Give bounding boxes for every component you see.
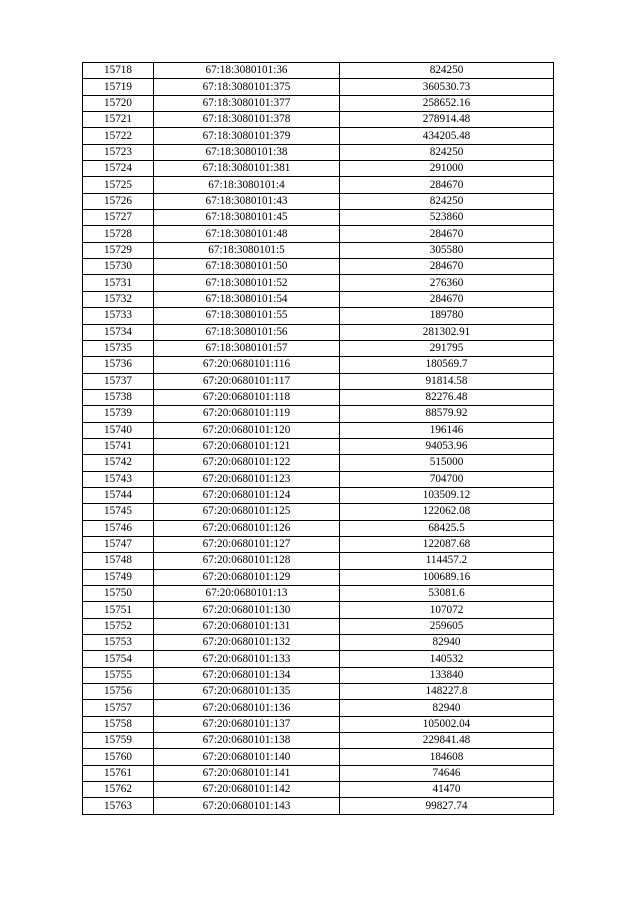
cadastral-number-cell: 67:20:0680101:130: [154, 602, 340, 618]
row-number-cell: 15731: [83, 275, 154, 291]
row-number-cell: 15756: [83, 684, 154, 700]
row-number-cell: 15727: [83, 210, 154, 226]
table-row: [83, 586, 554, 602]
cadastral-number-cell: 67:18:3080101:379: [154, 128, 340, 144]
table-row: [83, 144, 554, 160]
table-row: [83, 324, 554, 340]
value-cell: 284670: [340, 259, 554, 275]
row-number-cell: 15755: [83, 667, 154, 683]
table-row: [83, 226, 554, 242]
cadastral-number-cell: 67:20:0680101:121: [154, 438, 340, 454]
row-number-cell: 15739: [83, 406, 154, 422]
cadastral-number-cell: 67:20:0680101:131: [154, 618, 340, 634]
row-number-cell: 15747: [83, 536, 154, 552]
table-row: [83, 716, 554, 732]
row-number-cell: 15759: [83, 733, 154, 749]
cadastral-number-cell: 67:20:0680101:127: [154, 536, 340, 552]
table-row: [83, 112, 554, 128]
cadastral-number-cell: 67:20:0680101:120: [154, 422, 340, 438]
value-cell: 100689.16: [340, 569, 554, 585]
value-cell: 107072: [340, 602, 554, 618]
cadastral-number-cell: 67:18:3080101:378: [154, 112, 340, 128]
value-cell: 133840: [340, 667, 554, 683]
row-number-cell: 15751: [83, 602, 154, 618]
row-number-cell: 15722: [83, 128, 154, 144]
row-number-cell: 15724: [83, 161, 154, 177]
row-number-cell: 15750: [83, 586, 154, 602]
cadastral-number-cell: 67:20:0680101:133: [154, 651, 340, 667]
table-row: [83, 765, 554, 781]
cadastral-number-cell: 67:20:0680101:140: [154, 749, 340, 765]
row-number-cell: 15745: [83, 504, 154, 520]
value-cell: 515000: [340, 455, 554, 471]
value-cell: 41470: [340, 782, 554, 798]
row-number-cell: 15730: [83, 259, 154, 275]
value-cell: 91814.58: [340, 373, 554, 389]
table-row: [83, 177, 554, 193]
value-cell: 291795: [340, 340, 554, 356]
value-cell: 704700: [340, 471, 554, 487]
value-cell: 68425.5: [340, 520, 554, 536]
cadastral-number-cell: 67:20:0680101:117: [154, 373, 340, 389]
table-row: [83, 651, 554, 667]
data-table: [82, 62, 554, 815]
row-number-cell: 15754: [83, 651, 154, 667]
row-number-cell: 15761: [83, 765, 154, 781]
table-row: [83, 291, 554, 307]
cadastral-number-cell: 67:18:3080101:38: [154, 144, 340, 160]
row-number-cell: 15743: [83, 471, 154, 487]
value-cell: 140532: [340, 651, 554, 667]
value-cell: 88579.92: [340, 406, 554, 422]
cadastral-number-cell: 67:20:0680101:138: [154, 733, 340, 749]
row-number-cell: 15741: [83, 438, 154, 454]
value-cell: 278914.48: [340, 112, 554, 128]
table-row: [83, 471, 554, 487]
cadastral-number-cell: 67:18:3080101:56: [154, 324, 340, 340]
table-row: [83, 242, 554, 258]
table-row: [83, 618, 554, 634]
value-cell: 122087.68: [340, 536, 554, 552]
value-cell: 99827.74: [340, 798, 554, 814]
row-number-cell: 15720: [83, 95, 154, 111]
table-row: [83, 504, 554, 520]
table-row: [83, 161, 554, 177]
value-cell: 276360: [340, 275, 554, 291]
cadastral-number-cell: 67:20:0680101:13: [154, 586, 340, 602]
cadastral-number-cell: 67:18:3080101:54: [154, 291, 340, 307]
cadastral-number-cell: 67:18:3080101:5: [154, 242, 340, 258]
table-row: [83, 422, 554, 438]
row-number-cell: 15744: [83, 487, 154, 503]
value-cell: 284670: [340, 177, 554, 193]
value-cell: 82940: [340, 700, 554, 716]
value-cell: 523860: [340, 210, 554, 226]
row-number-cell: 15723: [83, 144, 154, 160]
table-row: [83, 79, 554, 95]
cadastral-number-cell: 67:18:3080101:43: [154, 193, 340, 209]
row-number-cell: 15728: [83, 226, 154, 242]
cadastral-number-cell: 67:20:0680101:128: [154, 553, 340, 569]
table-row: [83, 602, 554, 618]
table-row: [83, 63, 554, 79]
value-cell: 189780: [340, 308, 554, 324]
value-cell: 184608: [340, 749, 554, 765]
table-row: [83, 128, 554, 144]
cadastral-number-cell: 67:20:0680101:129: [154, 569, 340, 585]
cadastral-number-cell: 67:18:3080101:52: [154, 275, 340, 291]
value-cell: 284670: [340, 226, 554, 242]
table-row: [83, 798, 554, 814]
table-row: [83, 406, 554, 422]
value-cell: 229841.48: [340, 733, 554, 749]
cadastral-number-cell: 67:20:0680101:119: [154, 406, 340, 422]
row-number-cell: 15737: [83, 373, 154, 389]
table-row: [83, 487, 554, 503]
cadastral-number-cell: 67:18:3080101:50: [154, 259, 340, 275]
row-number-cell: 15732: [83, 291, 154, 307]
cadastral-number-cell: 67:18:3080101:36: [154, 63, 340, 79]
value-cell: 94053.96: [340, 438, 554, 454]
row-number-cell: 15735: [83, 340, 154, 356]
table-row: [83, 536, 554, 552]
table-row: [83, 259, 554, 275]
row-number-cell: 15749: [83, 569, 154, 585]
value-cell: 284670: [340, 291, 554, 307]
table-row: [83, 520, 554, 536]
value-cell: 122062.08: [340, 504, 554, 520]
cadastral-number-cell: 67:20:0680101:118: [154, 389, 340, 405]
row-number-cell: 15760: [83, 749, 154, 765]
row-number-cell: 15752: [83, 618, 154, 634]
value-cell: 305580: [340, 242, 554, 258]
value-cell: 74646: [340, 765, 554, 781]
cadastral-number-cell: 67:20:0680101:122: [154, 455, 340, 471]
table-row: [83, 210, 554, 226]
row-number-cell: 15726: [83, 193, 154, 209]
table-row: [83, 340, 554, 356]
value-cell: 82276.48: [340, 389, 554, 405]
table-row: [83, 553, 554, 569]
row-number-cell: 15748: [83, 553, 154, 569]
cadastral-number-cell: 67:20:0680101:143: [154, 798, 340, 814]
value-cell: 258652.16: [340, 95, 554, 111]
table-row: [83, 193, 554, 209]
row-number-cell: 15746: [83, 520, 154, 536]
cadastral-number-cell: 67:20:0680101:132: [154, 635, 340, 651]
table-row: [83, 569, 554, 585]
value-cell: 434205.48: [340, 128, 554, 144]
row-number-cell: 15738: [83, 389, 154, 405]
cadastral-number-cell: 67:18:3080101:55: [154, 308, 340, 324]
value-cell: 82940: [340, 635, 554, 651]
row-number-cell: 15733: [83, 308, 154, 324]
cadastral-number-cell: 67:18:3080101:48: [154, 226, 340, 242]
value-cell: 824250: [340, 63, 554, 79]
cadastral-number-cell: 67:20:0680101:125: [154, 504, 340, 520]
cadastral-number-cell: 67:18:3080101:4: [154, 177, 340, 193]
cadastral-number-cell: 67:18:3080101:57: [154, 340, 340, 356]
table-row: [83, 635, 554, 651]
table-row: [83, 308, 554, 324]
table-row: [83, 95, 554, 111]
table-row: [83, 389, 554, 405]
cadastral-number-cell: 67:20:0680101:141: [154, 765, 340, 781]
value-cell: 281302.91: [340, 324, 554, 340]
cadastral-number-cell: 67:18:3080101:375: [154, 79, 340, 95]
row-number-cell: 15729: [83, 242, 154, 258]
cadastral-number-cell: 67:20:0680101:123: [154, 471, 340, 487]
value-cell: 180569.7: [340, 357, 554, 373]
cadastral-number-cell: 67:20:0680101:135: [154, 684, 340, 700]
value-cell: 103509.12: [340, 487, 554, 503]
table-row: [83, 357, 554, 373]
cadastral-number-cell: 67:20:0680101:134: [154, 667, 340, 683]
row-number-cell: 15736: [83, 357, 154, 373]
row-number-cell: 15718: [83, 63, 154, 79]
table-row: [83, 733, 554, 749]
cadastral-number-cell: 67:20:0680101:124: [154, 487, 340, 503]
cadastral-number-cell: 67:20:0680101:126: [154, 520, 340, 536]
table-row: [83, 455, 554, 471]
row-number-cell: 15740: [83, 422, 154, 438]
value-cell: 824250: [340, 144, 554, 160]
table-body: [83, 63, 554, 815]
row-number-cell: 15719: [83, 79, 154, 95]
row-number-cell: 15757: [83, 700, 154, 716]
cadastral-number-cell: 67:20:0680101:136: [154, 700, 340, 716]
value-cell: 824250: [340, 193, 554, 209]
cadastral-number-cell: 67:20:0680101:137: [154, 716, 340, 732]
row-number-cell: 15763: [83, 798, 154, 814]
row-number-cell: 15758: [83, 716, 154, 732]
value-cell: 114457.2: [340, 553, 554, 569]
row-number-cell: 15762: [83, 782, 154, 798]
value-cell: 148227.8: [340, 684, 554, 700]
cadastral-number-cell: 67:20:0680101:142: [154, 782, 340, 798]
table-row: [83, 684, 554, 700]
row-number-cell: 15721: [83, 112, 154, 128]
value-cell: 291000: [340, 161, 554, 177]
row-number-cell: 15734: [83, 324, 154, 340]
table-row: [83, 749, 554, 765]
cadastral-number-cell: 67:18:3080101:377: [154, 95, 340, 111]
table-row: [83, 373, 554, 389]
cadastral-number-cell: 67:18:3080101:381: [154, 161, 340, 177]
table-row: [83, 438, 554, 454]
row-number-cell: 15742: [83, 455, 154, 471]
value-cell: 53081.6: [340, 586, 554, 602]
value-cell: 259605: [340, 618, 554, 634]
cadastral-number-cell: 67:18:3080101:45: [154, 210, 340, 226]
row-number-cell: 15725: [83, 177, 154, 193]
row-number-cell: 15753: [83, 635, 154, 651]
table-row: [83, 667, 554, 683]
cadastral-number-cell: 67:20:0680101:116: [154, 357, 340, 373]
value-cell: 105002.04: [340, 716, 554, 732]
value-cell: 196146: [340, 422, 554, 438]
value-cell: 360530.73: [340, 79, 554, 95]
table-row: [83, 275, 554, 291]
table-row: [83, 700, 554, 716]
table-row: [83, 782, 554, 798]
